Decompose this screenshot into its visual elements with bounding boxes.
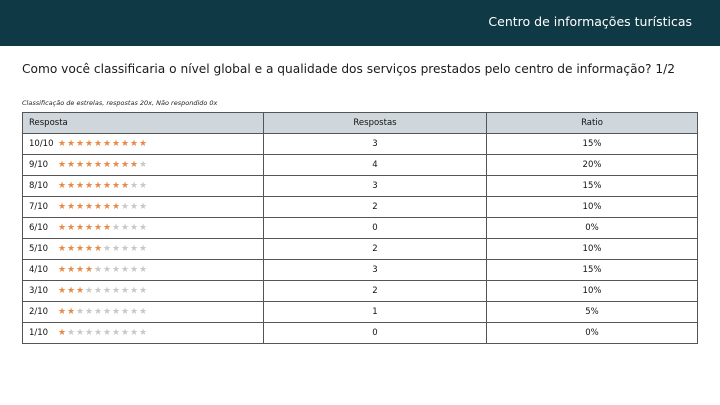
star-icon: ★ [121, 201, 130, 212]
rating-cell [23, 218, 264, 239]
page-title: Centro de informações turísticas [488, 14, 692, 29]
rating-cell [23, 197, 264, 218]
star-icon: ★ [103, 159, 112, 170]
star-icon: ★ [130, 285, 139, 296]
star-icon: ★ [130, 222, 139, 233]
star-icon: ★ [121, 306, 130, 317]
star-icon: ★ [112, 159, 121, 170]
star-icon: ★ [94, 264, 103, 275]
star-icon: ★ [58, 327, 67, 338]
response-count: 0 [264, 323, 487, 344]
star-icon: ★ [139, 201, 148, 212]
star-icon: ★ [130, 243, 139, 254]
star-icon: ★ [58, 243, 67, 254]
table-row [23, 302, 698, 323]
star-icon: ★ [130, 264, 139, 275]
response-summary: Classificação de estrelas, respostas 20x, Não respondido 0x [22, 99, 218, 107]
star-icon: ★ [58, 138, 67, 149]
star-icon: ★ [94, 306, 103, 317]
star-icon: ★ [139, 306, 148, 317]
response-ratio: 20% [487, 155, 698, 176]
star-icon: ★ [67, 306, 76, 317]
star-icon: ★ [112, 306, 121, 317]
star-icon: ★ [121, 285, 130, 296]
star-icon: ★ [94, 180, 103, 191]
star-rating [58, 223, 148, 233]
star-icon: ★ [139, 180, 148, 191]
star-icon: ★ [67, 243, 76, 254]
star-icon: ★ [85, 159, 94, 170]
response-ratio: 0% [487, 323, 698, 344]
star-icon: ★ [76, 264, 85, 275]
star-icon: ★ [94, 222, 103, 233]
response-ratio: 10% [487, 197, 698, 218]
star-icon: ★ [103, 222, 112, 233]
table-row [23, 176, 698, 197]
response-count: 3 [264, 260, 487, 281]
rating-cell [23, 239, 264, 260]
response-count: 2 [264, 239, 487, 260]
response-ratio: 10% [487, 281, 698, 302]
star-rating [58, 181, 148, 191]
table-row [23, 281, 698, 302]
star-icon: ★ [58, 222, 67, 233]
star-icon: ★ [112, 285, 121, 296]
star-rating [58, 265, 148, 275]
rating-label: 10/10 [29, 138, 54, 149]
star-icon: ★ [121, 327, 130, 338]
rating-label: 6/10 [29, 222, 49, 233]
star-icon: ★ [67, 285, 76, 296]
star-rating [58, 139, 148, 149]
table-row [23, 197, 698, 218]
response-ratio: 0% [487, 218, 698, 239]
star-rating [58, 286, 148, 296]
star-icon: ★ [121, 222, 130, 233]
star-icon: ★ [103, 180, 112, 191]
star-icon: ★ [76, 201, 85, 212]
star-icon: ★ [76, 222, 85, 233]
response-ratio: 10% [487, 239, 698, 260]
column-header-respostas: Respostas [264, 113, 487, 134]
table-header-row [23, 113, 698, 134]
star-icon: ★ [139, 243, 148, 254]
star-icon: ★ [130, 180, 139, 191]
rating-cell [23, 323, 264, 344]
response-count: 2 [264, 197, 487, 218]
star-icon: ★ [94, 327, 103, 338]
table-row [23, 323, 698, 344]
star-icon: ★ [139, 264, 148, 275]
rating-cell [23, 260, 264, 281]
star-icon: ★ [67, 138, 76, 149]
top-banner [0, 0, 720, 46]
star-icon: ★ [112, 180, 121, 191]
star-icon: ★ [67, 222, 76, 233]
star-icon: ★ [112, 201, 121, 212]
star-icon: ★ [85, 201, 94, 212]
star-icon: ★ [130, 327, 139, 338]
rating-cell [23, 302, 264, 323]
star-icon: ★ [103, 285, 112, 296]
star-icon: ★ [121, 264, 130, 275]
star-icon: ★ [139, 285, 148, 296]
question-text: Como você classificaria o nível global e a qualidade dos serviços prestados pelo centro de informação? 1/2 [22, 62, 675, 76]
column-header-resposta: Resposta [23, 113, 264, 134]
star-icon: ★ [67, 180, 76, 191]
rating-cell [23, 155, 264, 176]
response-count: 0 [264, 218, 487, 239]
rating-label: 7/10 [29, 201, 49, 212]
star-icon: ★ [67, 201, 76, 212]
star-icon: ★ [58, 159, 67, 170]
star-rating [58, 160, 148, 170]
star-icon: ★ [76, 306, 85, 317]
star-icon: ★ [130, 138, 139, 149]
table-row [23, 260, 698, 281]
star-icon: ★ [85, 264, 94, 275]
star-icon: ★ [76, 327, 85, 338]
response-ratio: 5% [487, 302, 698, 323]
star-icon: ★ [67, 159, 76, 170]
star-icon: ★ [103, 138, 112, 149]
star-icon: ★ [85, 138, 94, 149]
star-icon: ★ [67, 327, 76, 338]
star-rating [58, 328, 148, 338]
rating-cell [23, 134, 264, 155]
star-icon: ★ [103, 243, 112, 254]
star-icon: ★ [139, 222, 148, 233]
star-icon: ★ [67, 264, 76, 275]
response-ratio: 15% [487, 260, 698, 281]
star-icon: ★ [121, 159, 130, 170]
star-icon: ★ [85, 180, 94, 191]
star-icon: ★ [85, 285, 94, 296]
star-icon: ★ [58, 201, 67, 212]
star-icon: ★ [121, 138, 130, 149]
response-count: 4 [264, 155, 487, 176]
star-rating [58, 307, 148, 317]
star-icon: ★ [94, 201, 103, 212]
star-icon: ★ [130, 306, 139, 317]
star-icon: ★ [76, 159, 85, 170]
star-icon: ★ [76, 180, 85, 191]
table-row [23, 134, 698, 155]
star-icon: ★ [139, 159, 148, 170]
star-icon: ★ [130, 159, 139, 170]
star-icon: ★ [112, 243, 121, 254]
star-icon: ★ [121, 243, 130, 254]
star-icon: ★ [58, 285, 67, 296]
table-row [23, 218, 698, 239]
star-icon: ★ [103, 264, 112, 275]
star-icon: ★ [85, 306, 94, 317]
response-ratio: 15% [487, 176, 698, 197]
star-icon: ★ [130, 201, 139, 212]
star-icon: ★ [112, 327, 121, 338]
star-icon: ★ [103, 306, 112, 317]
rating-label: 3/10 [29, 285, 49, 296]
star-rating [58, 244, 148, 254]
rating-cell [23, 281, 264, 302]
star-icon: ★ [85, 243, 94, 254]
star-icon: ★ [76, 285, 85, 296]
rating-label: 1/10 [29, 327, 49, 338]
star-icon: ★ [85, 222, 94, 233]
star-rating [58, 202, 148, 212]
star-icon: ★ [94, 243, 103, 254]
results-table [22, 112, 698, 344]
column-header-ratio: Ratio [487, 113, 698, 134]
response-ratio: 15% [487, 134, 698, 155]
star-icon: ★ [94, 138, 103, 149]
star-icon: ★ [76, 138, 85, 149]
rating-label: 4/10 [29, 264, 49, 275]
star-icon: ★ [76, 243, 85, 254]
star-icon: ★ [58, 306, 67, 317]
star-icon: ★ [112, 138, 121, 149]
star-icon: ★ [112, 222, 121, 233]
star-icon: ★ [58, 180, 67, 191]
rating-label: 8/10 [29, 180, 49, 191]
rating-label: 9/10 [29, 159, 49, 170]
table-row [23, 155, 698, 176]
star-icon: ★ [121, 180, 130, 191]
rating-label: 2/10 [29, 306, 49, 317]
response-count: 2 [264, 281, 487, 302]
star-icon: ★ [58, 264, 67, 275]
table-row [23, 239, 698, 260]
star-icon: ★ [139, 138, 148, 149]
star-icon: ★ [112, 264, 121, 275]
star-icon: ★ [139, 327, 148, 338]
rating-label: 5/10 [29, 243, 49, 254]
rating-cell [23, 176, 264, 197]
star-icon: ★ [85, 327, 94, 338]
response-count: 3 [264, 176, 487, 197]
star-icon: ★ [94, 285, 103, 296]
response-count: 3 [264, 134, 487, 155]
star-icon: ★ [103, 201, 112, 212]
star-icon: ★ [103, 327, 112, 338]
response-count: 1 [264, 302, 487, 323]
star-icon: ★ [94, 159, 103, 170]
